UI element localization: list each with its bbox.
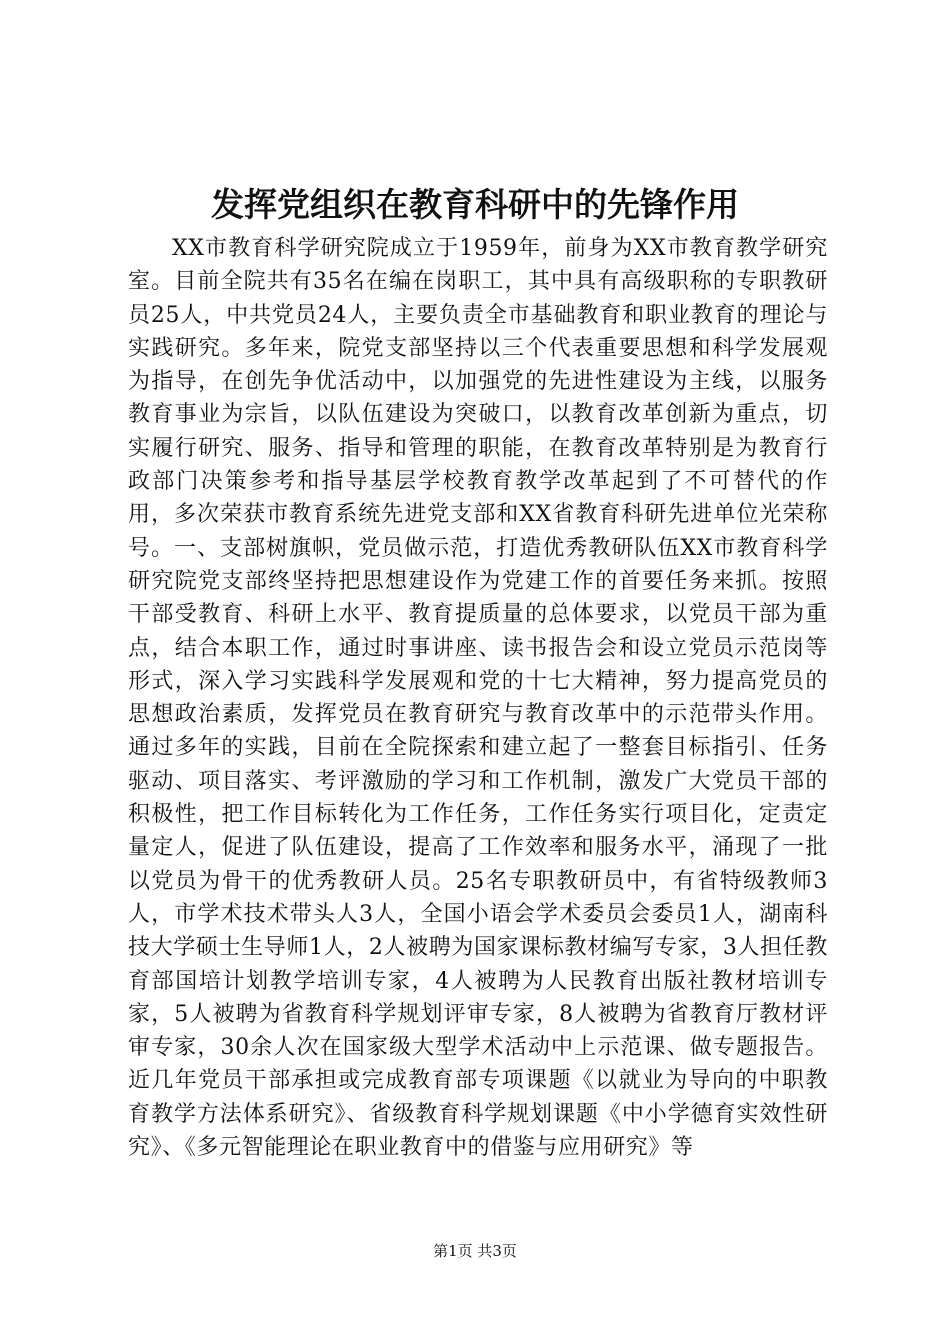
document-title: 发挥党组织在教育科研中的先锋作用 <box>211 185 739 224</box>
document-body: XX市教育科学研究院成立于1959年，前身为XX市教育教学研究室。目前全院共有35名在编在岗职工，其中具有高级职称的专职教研员25人，中共党员24人，主要负责全市基础教育和职业教育的理论与实践研究。多年来，院党支部坚持以三个代表重要思想和科学发展观为指导，在创先争优活动中，以加强党的先进性建设为主线，以服务教育事业为宗旨，以队伍建设为突破口，以教育改革创新为重点，切实履行研究、服务、指导和管理的职能，在教育改革特别是为教育行政部门决策参考和指导基层学校教育教学改革起到了不可替代的作用，多次荣获市教育系统先进党支部和XX省教育科研先进单位光荣称号。一、支部树旗帜，党员做示范，打造优秀教研队伍XX市教育科学研究院党支部终坚持把思想建设作为党建工作的首要任务来抓。按照干部受教育、科研上水平、教育提质量的总体要求，以党员干部为重点，结合本职工作，通过时事讲座、读书报告会和设立党员示范岗等形式，深入学习实践科学发展观和党的十七大精神，努力提高党员的思想政治素质，发挥党员在教育研究与教育改革中的示范带头作用。通过多年的实践，目前在全院探索和建立起了一整套目标指引、任务驱动、项目落实、考评激励的学习和工作机制，激发广大党员干部的积极性，把工作目标转化为工作任务，工作任务实行项目化，定责定量定人，促进了队伍建设，提高了工作效率和服务水平，涌现了一批以党员为骨干的优秀教研人员。25名专职教研员中，有省特级教师3人，市学术技术带头人3人，全国小语会学术委员会委员1人，湖南科技大学硕士生导师1人，2人被聘为国家课标教材编写专家，3人担任教育部国培计划教学培训专家，4人被聘为人民教育出版社教材培训专家，5人被聘为省教育科学规划评审专家，8人被聘为省教育厅教材评审专家，30余人次在国家级大型学术活动中上示范课、做专题报告。近几年党员干部承担或完成教育部专项课题《以就业为导向的中职教育教学方法体系研究》、省级教育科学规划课题《中小学德育实效性研究》、《多元智能理论在职业教育中的借鉴与应用研究》等 <box>128 236 828 1161</box>
page-footer: 第1页 共3页 <box>433 1242 517 1260</box>
